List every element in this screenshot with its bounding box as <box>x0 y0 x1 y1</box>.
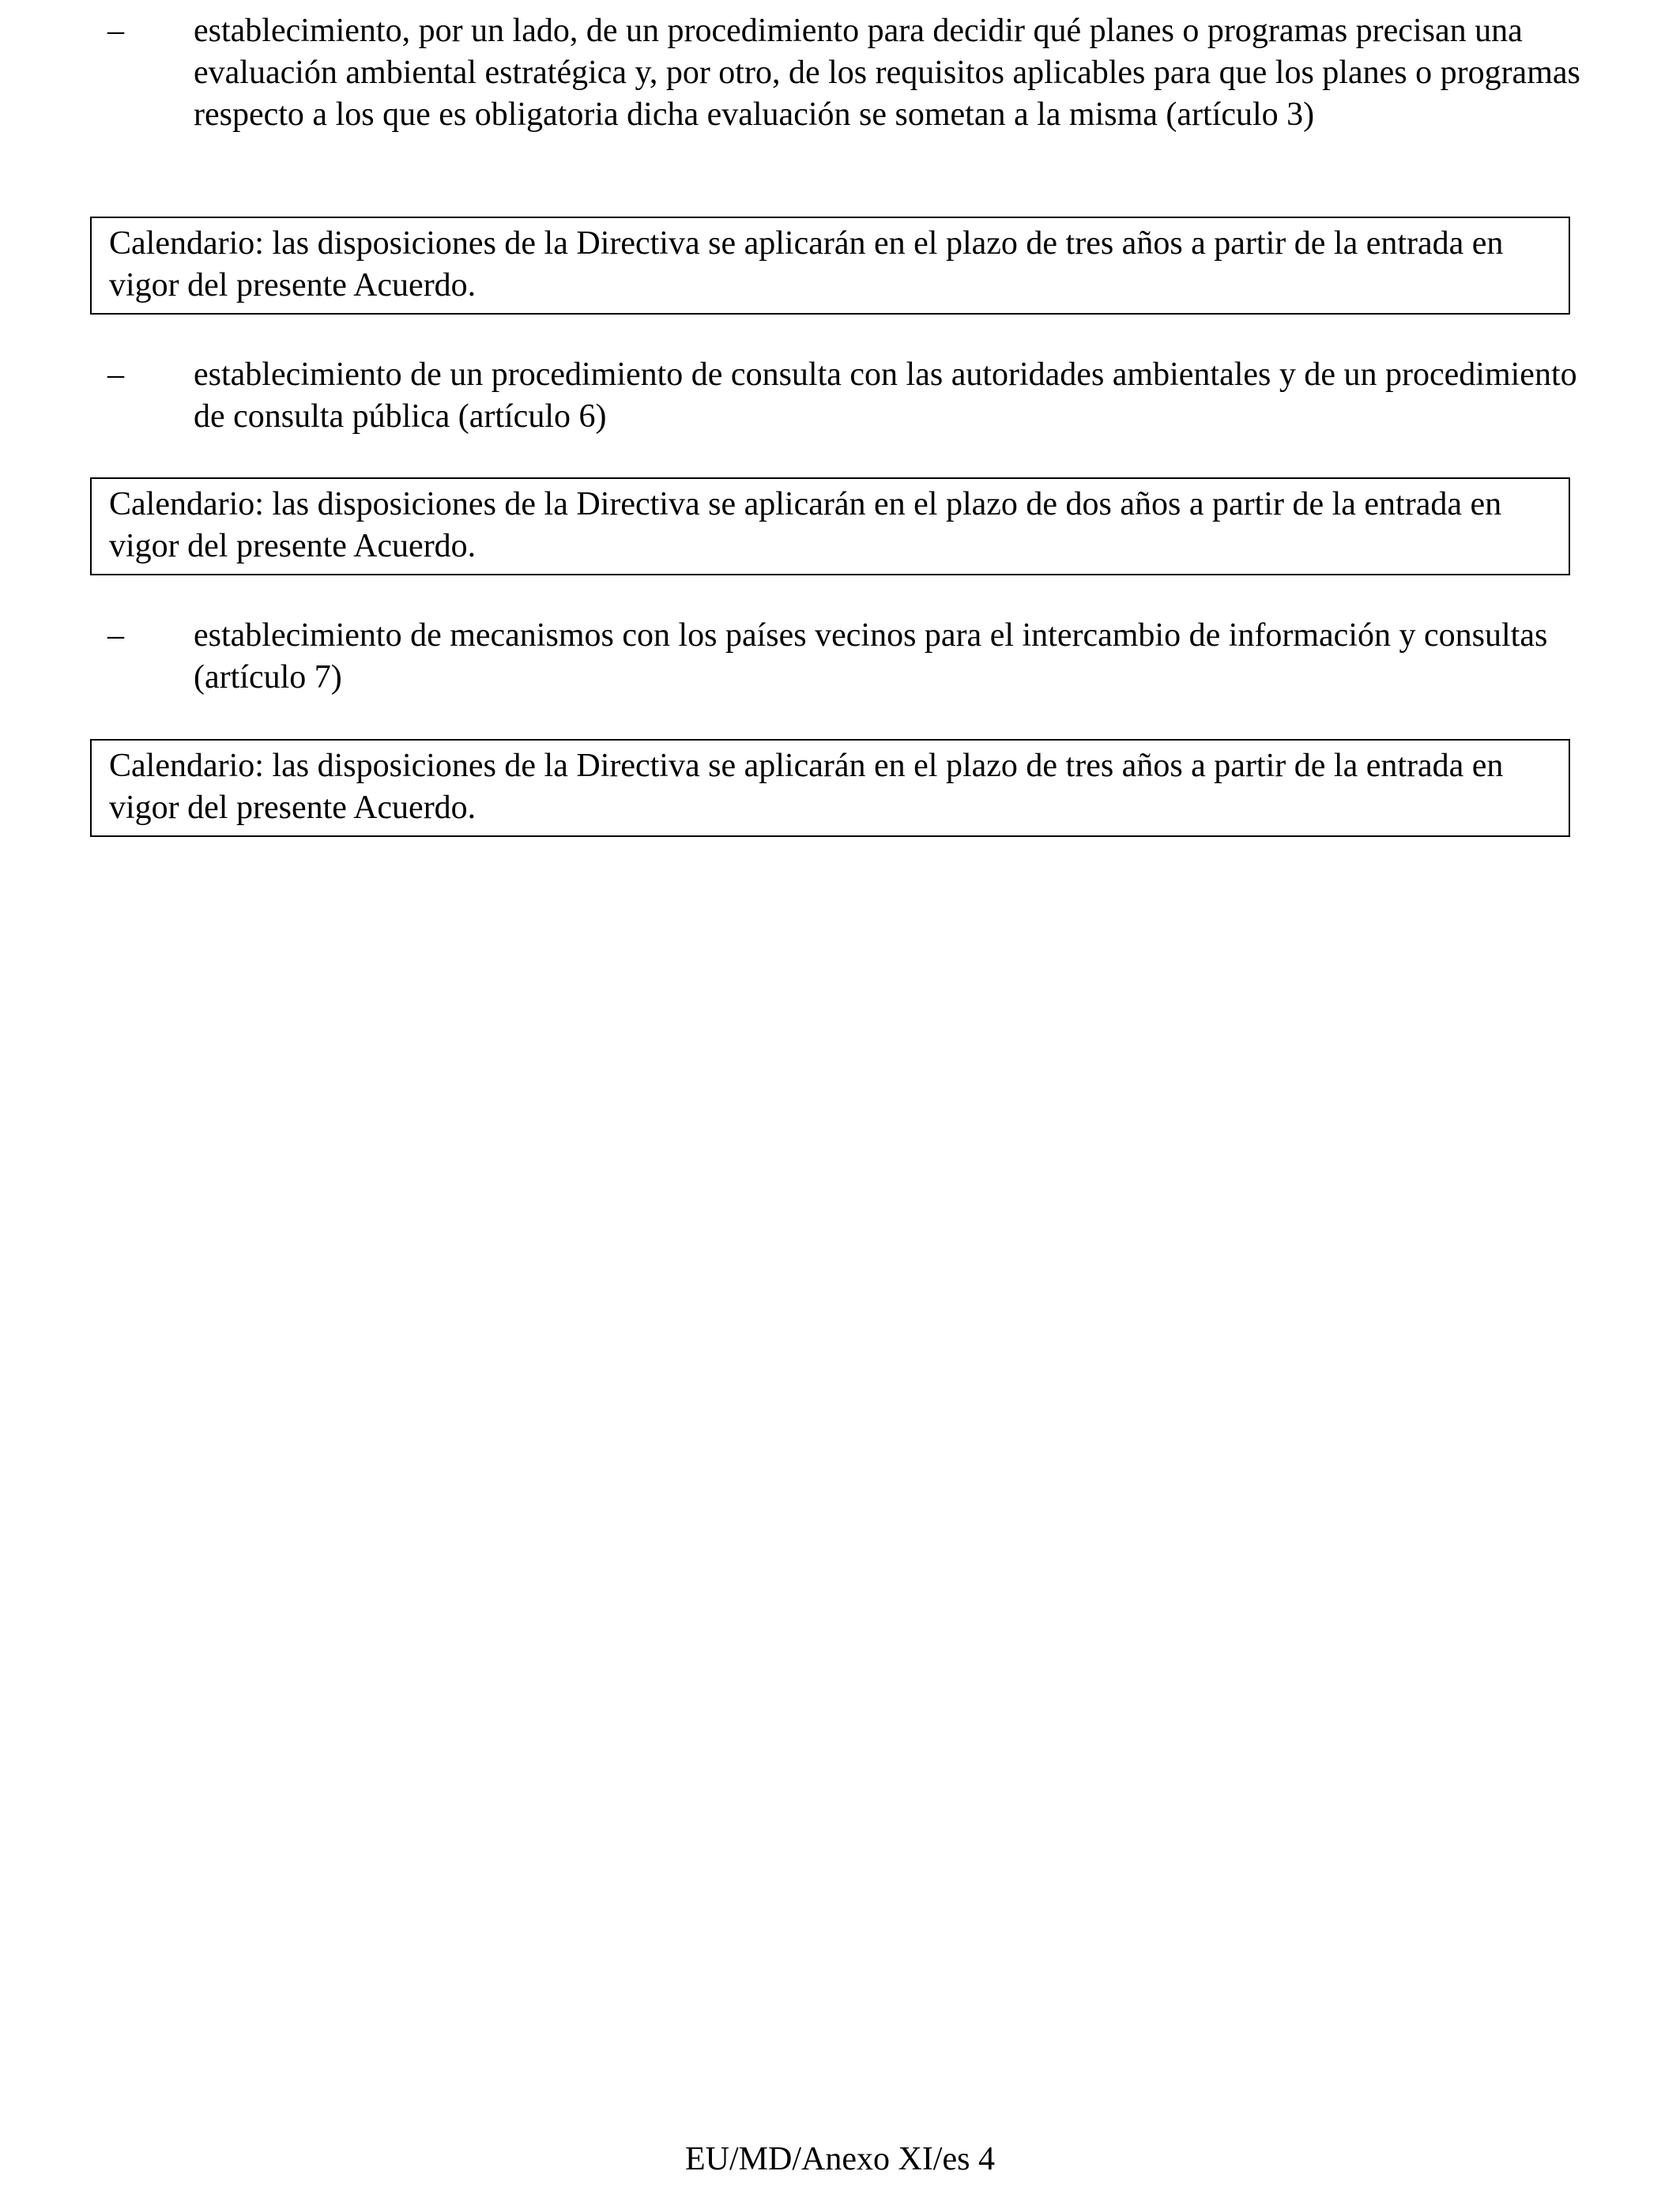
list-dash: – <box>107 617 124 654</box>
list-dash: – <box>107 13 124 49</box>
calendar-box <box>90 739 1570 837</box>
calendar-box <box>90 217 1570 315</box>
calendar-text: Calendario: las disposiciones de la Directiva se aplicarán en el plazo de tres años a partir de la entrada en vigor del presente Acuerdo. <box>109 225 1504 303</box>
list-item-article-3 <box>107 10 1593 136</box>
list-item-article-7 <box>107 615 1593 699</box>
list-item-text: establecimiento, por un lado, de un procedimiento para decidir qué planes o programas precisan una evaluación ambiental estratégica y, por otro, de los requisitos aplicables para que los planes o programas respecto a los que es obligatoria dicha evaluación se sometan a la misma (artículo 3) <box>194 13 1580 133</box>
calendar-text: Calendario: las disposiciones de la Directiva se aplicarán en el plazo de tres años a partir de la entrada en vigor del presente Acuerdo. <box>109 748 1504 826</box>
list-item-article-6 <box>107 354 1593 438</box>
page-footer-reference: EU/MD/Anexo XI/es 4 <box>685 2141 995 2177</box>
calendar-box <box>90 477 1570 575</box>
calendar-text: Calendario: las disposiciones de la Directiva se aplicarán en el plazo de dos años a partir de la entrada en vigor del presente Acuerdo. <box>109 486 1502 564</box>
list-dash: – <box>107 356 124 393</box>
list-item-text: establecimiento de un procedimiento de consulta con las autoridades ambientales y de un procedimiento de consulta pública (artículo 6) <box>194 356 1577 435</box>
list-item-text: establecimiento de mecanismos con los países vecinos para el intercambio de información y consultas (artículo 7) <box>194 617 1548 696</box>
